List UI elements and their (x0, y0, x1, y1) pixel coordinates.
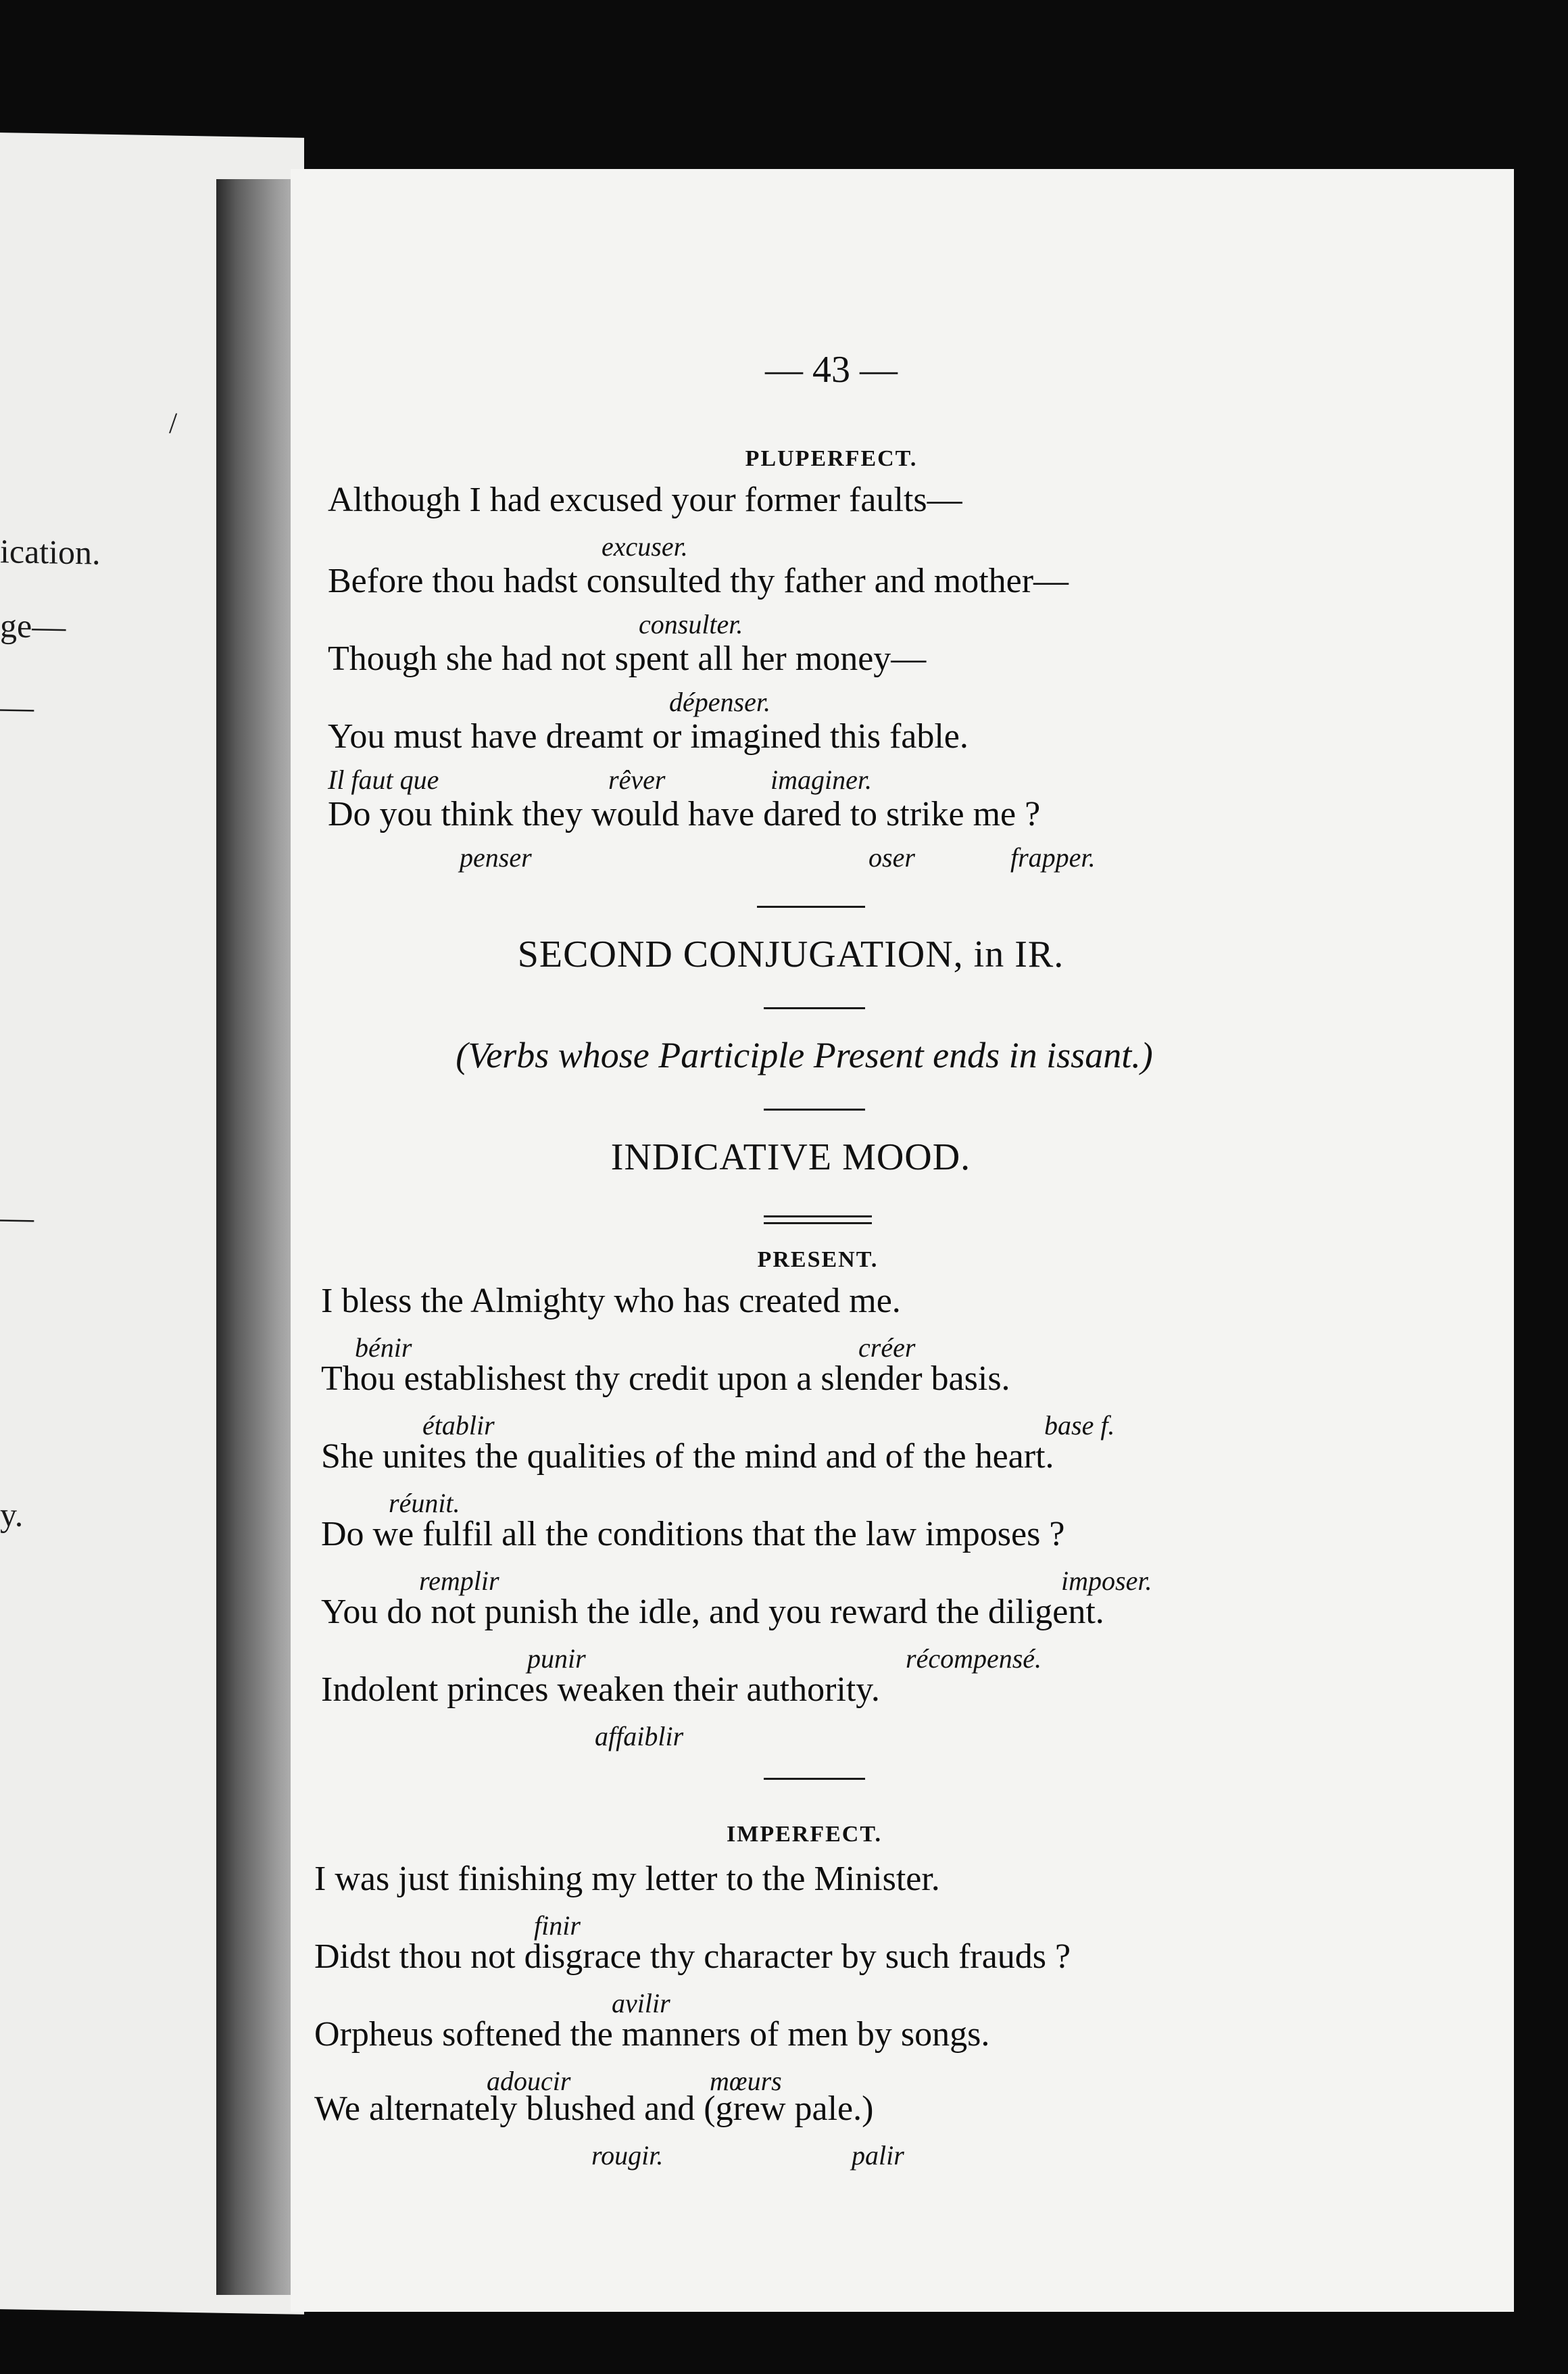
pluperfect-line-1: Before thou hadst consulted thy father and mother— (328, 562, 1069, 600)
gloss-depenser: dépenser. (669, 687, 770, 717)
gloss-avilir: avilir (612, 1988, 670, 2018)
gloss-affaiblir: affaiblir (595, 1721, 684, 1751)
book-page (291, 169, 1514, 2312)
gloss-rougir: rougir. (591, 2140, 664, 2171)
left-fragment-3: — (0, 1198, 34, 1236)
gloss-benir: bénir (355, 1332, 412, 1363)
pluperfect-line-2: Though she had not spent all her money— (328, 639, 927, 678)
section-rule (764, 1778, 865, 1780)
present-line-1: Thou establishest thy credit upon a slender basis. (321, 1359, 1010, 1398)
section-rule (764, 1215, 872, 1217)
left-fragment-2: — (0, 687, 34, 726)
present-line-2: She unites the qualities of the mind and of the heart. (321, 1437, 1054, 1476)
gloss-oser: oser (868, 842, 915, 873)
gloss-etablir: établir (422, 1410, 495, 1440)
gloss-rever: rêver (608, 765, 666, 795)
verbs-note: (Verbs whose Participle Present ends in issant.) (456, 1035, 1153, 1075)
heading-present: PRESENT. (757, 1247, 879, 1272)
page-number: — 43 — (765, 349, 898, 391)
gloss-consulter: consulter. (639, 609, 743, 639)
imperfect-line-2: Orpheus softened the manners of men by songs. (314, 2015, 990, 2054)
gloss-frapper: frapper. (1010, 842, 1096, 873)
left-fragment-0: ication. (0, 532, 101, 572)
imperfect-line-1: Didst thou not disgrace thy character by such frauds ? (314, 1937, 1071, 1976)
section-rule (757, 906, 865, 908)
present-line-4: You do not punish the idle, and you reward the diligent. (321, 1593, 1104, 1631)
gloss-remplir: remplir (419, 1566, 499, 1596)
present-line-5: Indolent princes weaken their authority. (321, 1670, 880, 1709)
gloss-il-faut-que: Il faut que (328, 765, 439, 795)
section-rule (764, 1222, 872, 1224)
gloss-imposer: imposer. (1061, 1566, 1152, 1596)
gloss-recompense: récompensé. (906, 1643, 1042, 1674)
gloss-finir: finir (534, 1910, 581, 1941)
gloss-imaginer: imaginer. (770, 765, 872, 795)
section-rule (764, 1109, 865, 1111)
pluperfect-line-4: Do you think they would have dared to strike me ? (328, 795, 1041, 833)
heading-indicative-mood: INDICATIVE MOOD. (610, 1136, 971, 1178)
present-line-3: Do we fulfil all the conditions that the law imposes ? (321, 1515, 1065, 1553)
pluperfect-line-0: Although I had excused your former faults— (328, 481, 962, 519)
gloss-punir: punir (527, 1643, 586, 1674)
gloss-base: base f. (1044, 1410, 1115, 1440)
gloss-moeurs: mœurs (710, 2066, 782, 2096)
imperfect-line-3: We alternately blushed and (grew pale.) (314, 2089, 874, 2128)
imperfect-line-0: I was just finishing my letter to the Minister. (314, 1860, 940, 1898)
gloss-penser: penser (460, 842, 532, 873)
left-fragment-4: y. (0, 1495, 24, 1534)
pluperfect-line-3: You must have dreamt or imagined this fable. (328, 717, 969, 756)
section-rule (764, 1007, 865, 1009)
gloss-excuser: excuser. (602, 531, 688, 562)
heading-imperfect: IMPERFECT. (727, 1822, 882, 1847)
ink-mark: / (169, 406, 178, 440)
heading-pluperfect: PLUPERFECT. (745, 446, 918, 471)
present-line-0: I bless the Almighty who has created me. (321, 1282, 901, 1320)
gloss-reunit: réunit. (389, 1488, 460, 1518)
page-content (291, 169, 1514, 2312)
gloss-adoucir: adoucir (487, 2066, 571, 2096)
gloss-creer: créer (858, 1332, 916, 1363)
gloss-palir: palir (852, 2140, 904, 2171)
left-fragment-1: ge— (0, 606, 66, 646)
heading-second-conjugation: SECOND CONJUGATION, in IR. (517, 934, 1064, 975)
